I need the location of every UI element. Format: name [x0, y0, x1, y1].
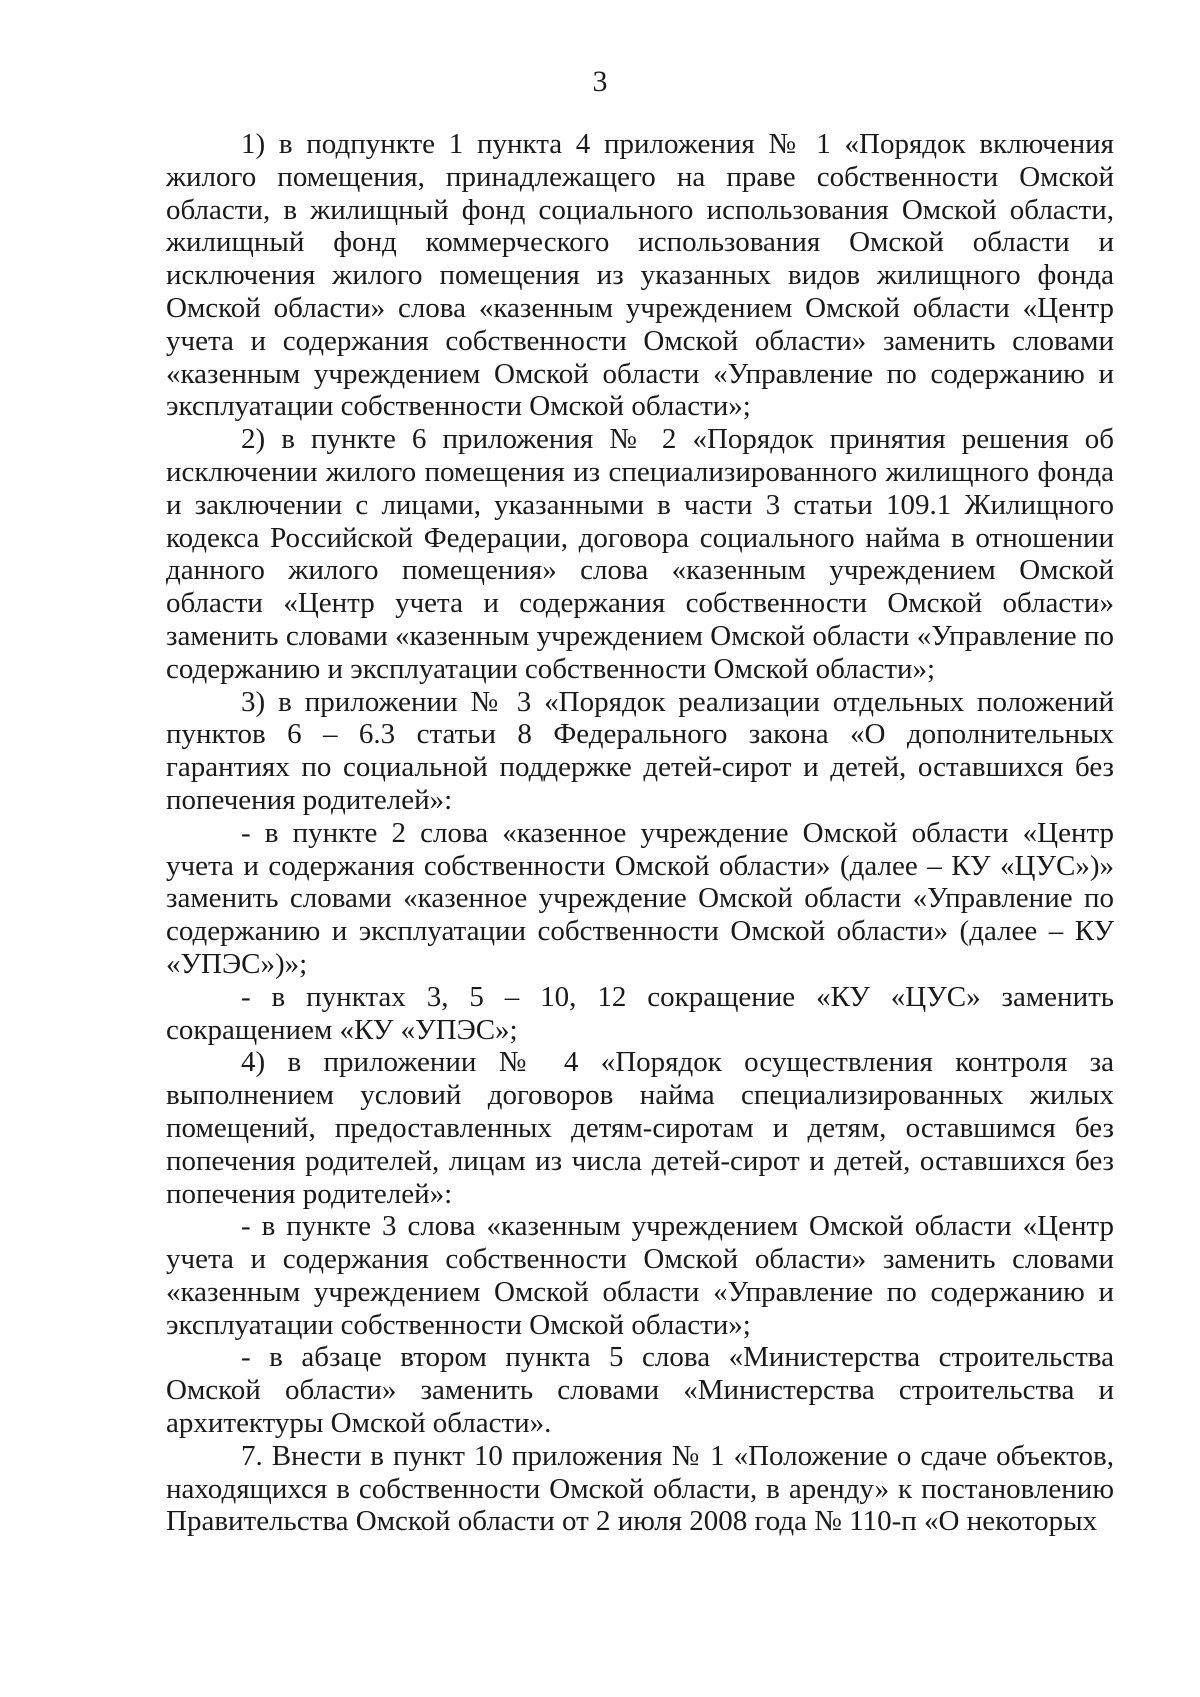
paragraph-item-3: 3) в приложении № 3 «Порядок реализации отдельных положений пунктов 6 – 6.3 статьи 8 Федерального закона «О дополнительных гарантиях по социальной поддержке детей-сирот и детей, оставшихся без попечения родителей»:	[166, 685, 1114, 816]
paragraph-item-2: 2) в пункте 6 приложения № 2 «Порядок принятия решения об исключении жилого помещения из специализированного жилищного фонда и заключении с лицами, указанными в части 3 статьи 109.1 Жилищного кодекса Российской Федерации, договора социального найма в отношении данного жилого помещения» слова «казенным учреждением Омской области «Центр учета и содержания собственности Омской области» заменить словами «казенным учреждением Омской области «Управление по содержанию и эксплуатации собственности Омской области»;	[166, 423, 1114, 685]
paragraph-item-4: 4) в приложении № 4 «Порядок осуществления контроля за выполнением условий договоров найма специализированных жилых помещений, предоставленных детям-сиротам и детям, оставшимся без попечения родителей, лицам из числа детей-сирот и детей, оставшихся без попечения родителей»:	[166, 1046, 1114, 1210]
paragraph-item-1: 1) в подпункте 1 пункта 4 приложения № 1 «Порядок включения жилого помещения, принадлежащего на праве собственности Омской области, в жилищный фонд социального использования Омской области, жилищный фонд коммерческого использования Омской области и исключения жилого помещения из указанных видов жилищного фонда Омской области» слова «казенным учреждением Омской области «Центр учета и содержания собственности Омской области» заменить словами «казенным учреждением Омской области «Управление по содержанию и эксплуатации собственности Омской области»;	[166, 128, 1114, 423]
document-body	[166, 128, 1114, 1538]
paragraph-item-3-points-list: - в пунктах 3, 5 – 10, 12 сокращение «КУ «ЦУС» заменить сокращением «КУ «УПЭС»;	[166, 980, 1114, 1046]
paragraph-section-7: 7. Внести в пункт 10 приложения № 1 «Положение о сдаче объектов, находящихся в собственности Омской области, в аренду» к постановлению Правительства Омской области от 2 июля 2008 года № 110-п «О некоторых	[166, 1439, 1114, 1538]
page-number: 3	[592, 65, 608, 98]
paragraph-item-4-point-5: - в абзаце втором пункта 5 слова «Министерства строительства Омской области» заменить словами «Министерства строительства и архитектуры Омской области».	[166, 1341, 1114, 1440]
paragraph-item-3-point-2: - в пункте 2 слова «казенное учреждение Омской области «Центр учета и содержания собственности Омской области» (далее – КУ «ЦУС»)» заменить словами «казенное учреждение Омской области «Управление по содержанию и эксплуатации собственности Омской области» (далее – КУ «УПЭС»)»;	[166, 816, 1114, 980]
paragraph-item-4-point-3: - в пункте 3 слова «казенным учреждением Омской области «Центр учета и содержания собственности Омской области» заменить словами «казенным учреждением Омской области «Управление по содержанию и эксплуатации собственности Омской области»;	[166, 1210, 1114, 1341]
